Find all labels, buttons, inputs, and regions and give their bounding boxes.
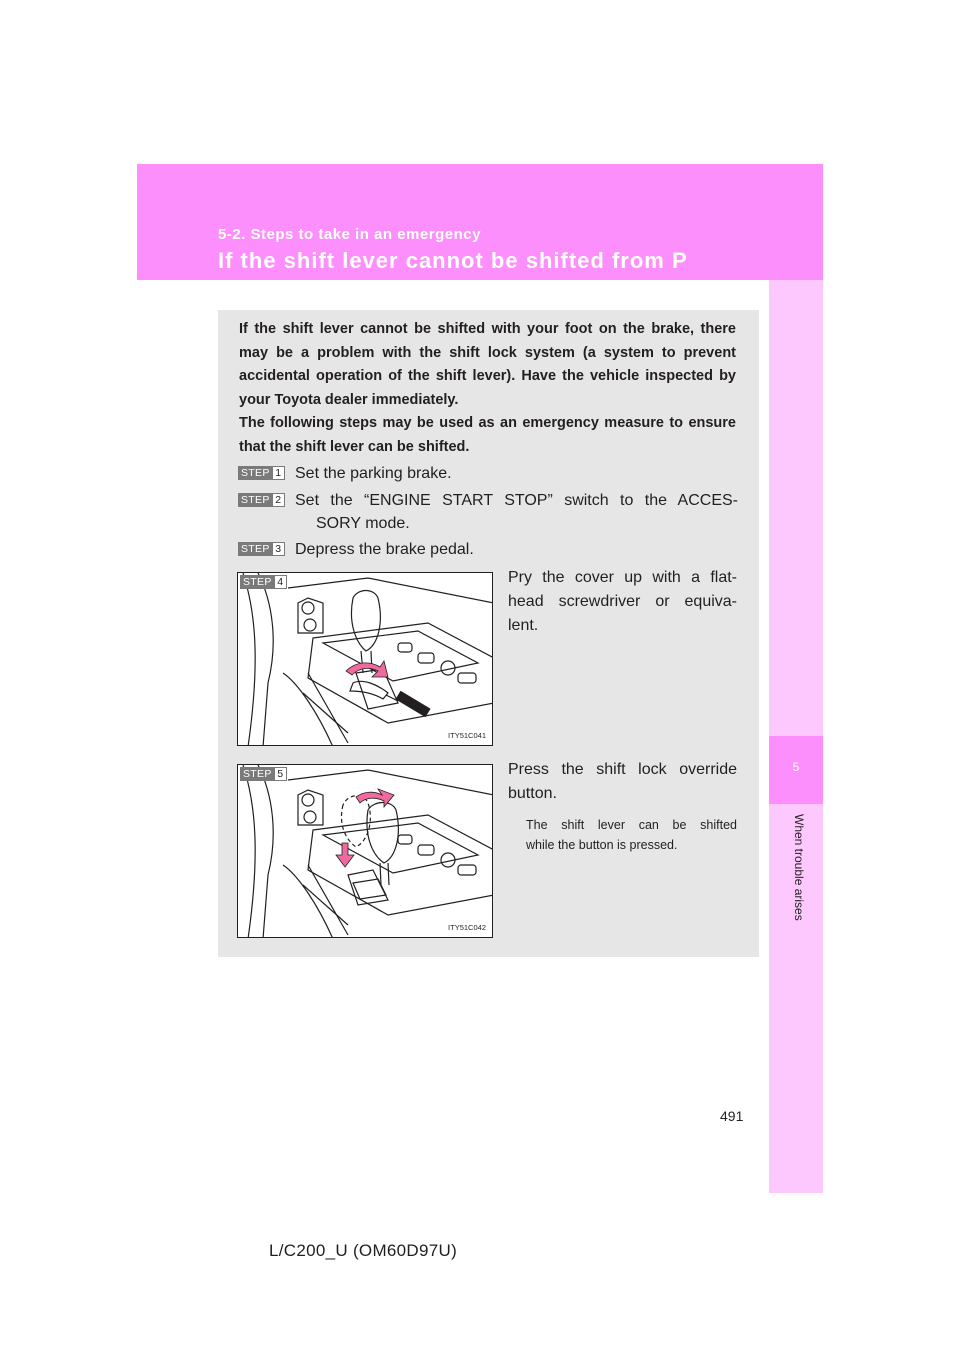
- step-badge-3: [238, 542, 285, 556]
- step-5-description: [508, 758, 737, 806]
- step-2-text-cont: SORY mode.: [316, 515, 410, 532]
- step-4-line-1: Pry the cover up with a flat-: [508, 569, 737, 586]
- step-word: STEP: [238, 466, 273, 480]
- shift-lock-override-illustration: [238, 765, 493, 938]
- step-4-line-2: head screwdriver or equiva-: [508, 593, 737, 610]
- chapter-number: 5: [792, 760, 800, 774]
- step-number: 1: [273, 466, 285, 480]
- footer-code: L/C200_U (OM60D97U): [269, 1241, 458, 1260]
- step-4-description: [508, 566, 737, 638]
- step-word: STEP: [240, 767, 275, 781]
- step-badge-4: [240, 575, 287, 589]
- step-4-line-3: lent.: [508, 617, 539, 634]
- step-3-text: Depress the brake pedal.: [295, 541, 474, 558]
- step-number: 5: [275, 767, 287, 781]
- step-word: STEP: [238, 542, 273, 556]
- figure-code: ITY51C042: [448, 923, 486, 932]
- chapter-title: When trouble arises: [792, 814, 806, 921]
- step-2-text: Set the “ENGINE START STOP” switch to the ACCES-: [295, 492, 738, 509]
- intro-paragraph: [239, 318, 736, 459]
- step-5-line-1: Press the shift lock override: [508, 761, 737, 778]
- page-title: If the shift lever cannot be shifted from P: [218, 248, 688, 273]
- step-5-note: [526, 815, 737, 855]
- intro-text: If the shift lever cannot be shifted with your foot on the brake, there may be a problem with the shift lock system (a system to prevent accidental operation of the shift lever). Have the vehicle inspected by your Toyota dealer immediately.: [239, 321, 736, 408]
- step-number: 4: [275, 575, 287, 589]
- step-badge-1: [238, 466, 285, 480]
- intro-text-2: The following steps may be used as an emergency measure to ensure that the shift lever can be shifted.: [239, 415, 736, 455]
- step-number: 3: [273, 542, 285, 556]
- step-5-figure: [237, 764, 493, 938]
- page-number: 491: [720, 1108, 744, 1124]
- step-5-note-line-1: The shift lever can be shifted: [526, 818, 737, 832]
- figure-code: ITY51C041: [448, 731, 486, 740]
- step-1-text: Set the parking brake.: [295, 465, 452, 482]
- step-5-line-2: button.: [508, 785, 557, 802]
- step-4-figure: [237, 572, 493, 746]
- step-word: STEP: [240, 575, 275, 589]
- step-badge-2: [238, 493, 285, 507]
- step-5-note-line-2: while the button is pressed.: [526, 838, 678, 852]
- step-number: 2: [273, 493, 285, 507]
- section-label: 5-2. Steps to take in an emergency: [218, 226, 481, 243]
- shift-lever-cover-illustration: [238, 573, 493, 746]
- step-badge-5: [240, 767, 287, 781]
- step-word: STEP: [238, 493, 273, 507]
